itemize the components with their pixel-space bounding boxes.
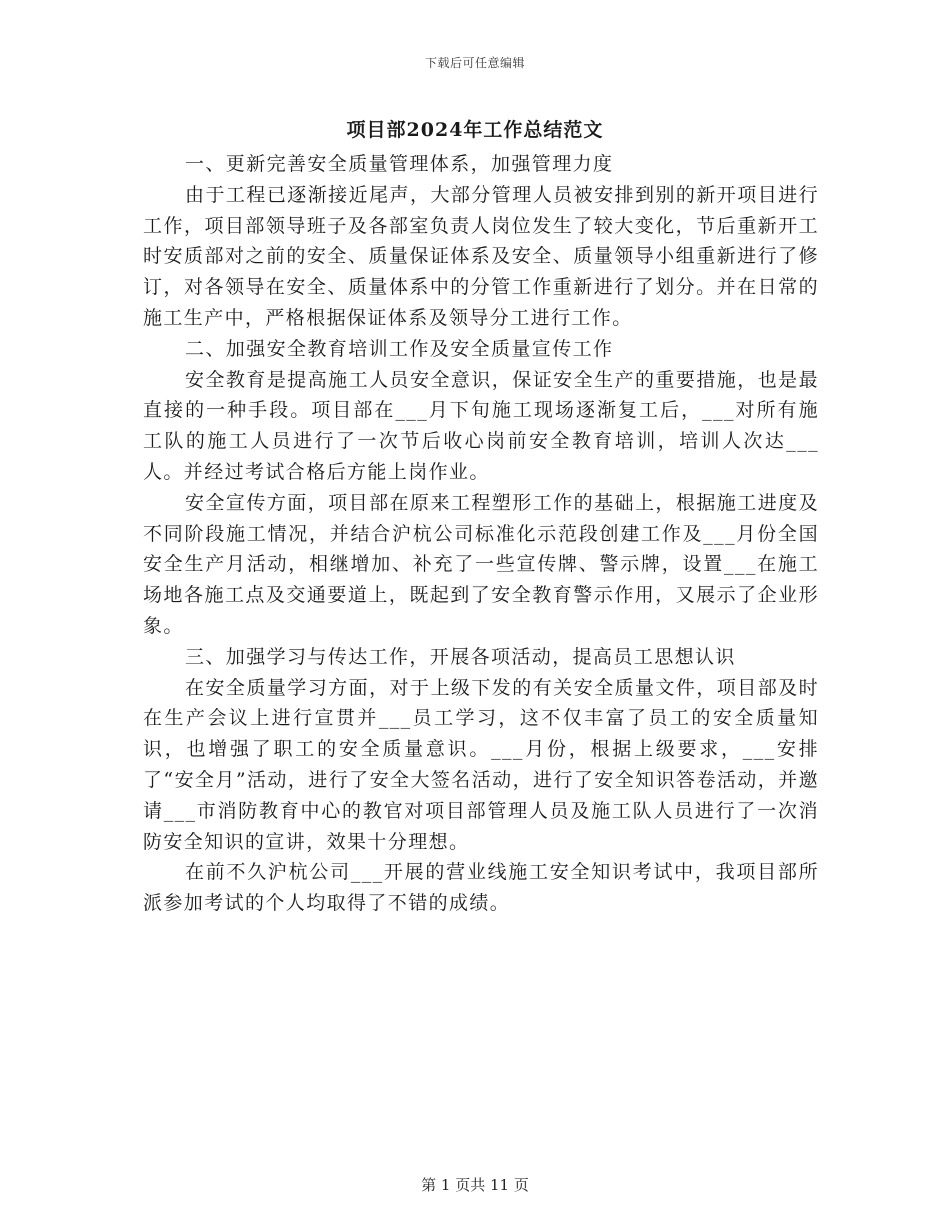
paragraph: 在前不久沪杭公司___开展的营业线施工安全知识考试中，我项目部所派参加考试的个人均取得了不错的成绩。	[143, 861, 819, 915]
paragraph: 安全宣传方面，项目部在原来工程塑形工作的基础上，根据施工进度及不同阶段施工情况，并结合沪杭公司标准化示范段创建工作及___月份全国安全生产月活动，相继增加、补充了一些宣传牌、警示牌，设置___在施工场地各施工点及交通要道上，既起到了安全教育警示作用，又展示了企业形象。	[143, 491, 819, 637]
section-heading-1: 一、更新完善安全质量管理体系，加强管理力度	[185, 153, 614, 175]
paragraph: 在安全质量学习方面，对于上级下发的有关安全质量文件，项目部及时在生产会议上进行宣贯并___员工学习，这不仅丰富了员工的安全质量知识，也增强了职工的安全质量意识。___月份，根据上级要求，___安排了“安全月”活动，进行了安全大签名活动，进行了安全知识答卷活动，并邀请___市消防教育中心的教官对项目部管理人员及施工队人员进行了一次消防安全知识的宣讲，效果十分理想。	[143, 676, 819, 853]
document-title: 项目部2024年工作总结范文	[346, 119, 604, 141]
section-heading-3: 三、加强学习与传达工作，开展各项活动，提高员工思想认识	[185, 645, 736, 668]
document-body	[143, 149, 819, 919]
paragraph: 安全教育是提高施工人员安全意识，保证安全生产的重要措施，也是最直接的一种手段。项目部在___月下旬施工现场逐渐复工后，___对所有施工队的施工人员进行了一次节后收心岗前安全教育培训，培训人次达___人。并经过考试合格后方能上岗作业。	[143, 368, 819, 483]
section-heading-2: 二、加强安全教育培训工作及安全质量宣传工作	[185, 337, 614, 360]
page-header-note: 下载后可任意编辑	[424, 56, 525, 70]
page-number: 第 1 页共 11 页	[421, 1176, 529, 1194]
paragraph: 由于工程已逐渐接近尾声，大部分管理人员被安排到别的新开项目进行工作，项目部领导班子及各部室负责人岗位发生了较大变化，节后重新开工时安质部对之前的安全、质量保证体系及安全、质量领导小组重新进行了修订，对各领导在安全、质量体系中的分管工作重新进行了划分。并在日常的施工生产中，严格根据保证体系及领导分工进行工作。	[143, 183, 819, 329]
